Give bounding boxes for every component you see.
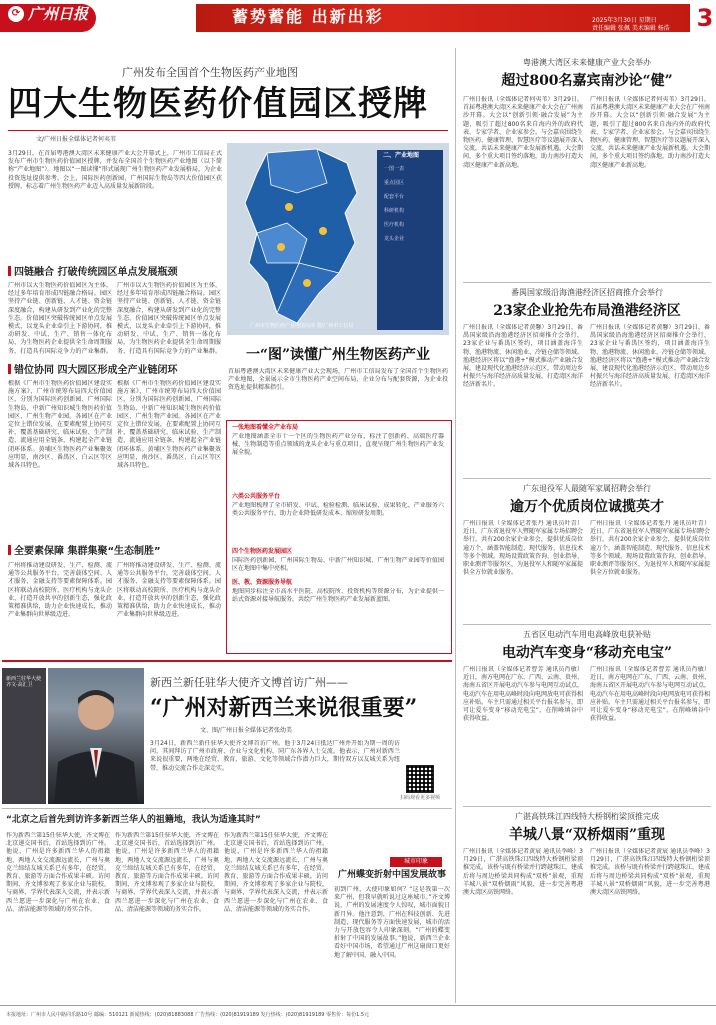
right-2-kicker: 番禺国家级沿海渔港经济区招商推介会举行: [511, 288, 663, 297]
right-3-title: 逾万个优质岗位诚揽英才: [510, 499, 664, 515]
lead-section-1-text-b: 广州市以大生物医药价值园区为主体，经过多年培育形成四链融合格局。园区坚持产业链、创新链、人才链、资金链深度融合，构建从研发到产业化的完整生态。价值园区突破传统园区单点发展模式，以龙头企业牵引上下游协同，推动研发、中试、生产、销售一体化布局，为生物医药企业提供全生命周期服务，打造具有国际竞争力的产业集群。: [117, 282, 221, 354]
nz-body-b: 作为新西兰第15任驻华大使，齐文博在北京递交国书后，首站选择到访广州。他说，广州是许多新西兰华人的祖籍地，两地人文交流源远流长，广州与奥克兰缔结友城关系已有多年，在经贸、教育、旅游等方面合作成果丰硕。访问期间，齐文博参观了多家企业与院校，与商界、学界代表深入交流，并表示新西兰愿进一步深化与广州在农业、食品、清洁能源等领域的务实合作。: [115, 832, 219, 913]
right-4-kicker: 五省区电动汽车用电高峰放电获补贴: [523, 630, 651, 639]
right-1-kicker: 粤港澳大湾区未来健康产业大会举办: [523, 58, 651, 67]
map-legend-item: 配套平台: [384, 194, 405, 200]
lead-byline: 文/广州日报全媒体记者何夷苇: [36, 136, 117, 143]
map-legend-item: 医疗机构: [384, 222, 405, 228]
right-1-text-b: 广州日报讯（全媒体记者何夷苇）3月29日，首届粤港澳大湾区未来健康产业大会在广州南沙开幕。大会以“创新引领·融合发展”为主题，吸引了超过800名来自海内外的政府代表、专家学者、企业家参会。与会嘉宾围绕生物医药、健康管理、智慧医疗等议题展开深入交流，共话未来健康产业发展新机遇。大会期间，多个重大项目签约落地，助力南沙打造大湾区健康产业新高地。: [590, 96, 710, 169]
nz-divider: [2, 808, 452, 809]
nz-byline: 文、图/广州日报全媒体记者张幼美: [200, 727, 293, 734]
nz-kicker: 新西兰新任驻华大使齐文博首访广州——: [150, 676, 348, 689]
map-legend-item: 龙头企业: [384, 236, 405, 242]
lead-section-3-text-b: 广州将推动建设研发、生产、检测、流通等公共服务平台，完善载体空间、人才服务、金融支持等要素保障体系。园区将联动高校院所、医疗机构与龙头企业，打造开放共享的创新生态，强化政策精准供给，助力企业快速成长，推动产业集群向世界级迈进。: [117, 562, 221, 619]
headline-rule: [8, 130, 448, 131]
right-1-text-a: 广州日报讯（全媒体记者何夷苇）3月29日，首届粤港澳大湾区未来健康产业大会在广州南沙开幕。大会以“创新引领·融合发展”为主题，吸引了超过800名来自海内外的政府代表、专家学者、企业家参会。与会嘉宾围绕生物医药、健康管理、智慧医疗等议题展开深入交流，共话未来健康产业发展新机遇。大会期间，多个重大项目签约落地，助力南沙打造大湾区健康产业新高地。: [463, 96, 583, 169]
right-divider: [463, 478, 711, 479]
right-2-text-b: 广州日报讯（全媒体记者黄馨）3月29日，番禺国家级沿海渔港经济区招商推介会举行，23家企业与番禺区签约，项目涵盖海洋生物、渔港物流、休闲渔业、冷链仓储等领域。渔港经济区将以“渔港+”模式推动产业融合发展，建设现代化渔港经济示范区，带动周边乡村振兴与海洋经济高质量发展，打造湾区海洋经济新名片。: [590, 324, 710, 389]
nz-photo-caption: 新西兰驻华大使齐文·高汇卫: [6, 676, 42, 688]
right-2-text-a: 广州日报讯（全媒体记者黄馨）3月29日，番禺国家级沿海渔港经济区招商推介会举行，23家企业与番禺区签约，项目涵盖海洋生物、渔港物流、休闲渔业、冷链仓储等领域。渔港经济区将以“渔港+”模式推动产业融合发展，建设现代化渔港经济示范区，带动周边乡村振兴与海洋经济高质量发展，打造湾区海洋经济新名片。: [463, 324, 583, 389]
lead-section-3-title: 全要素保障 集群集聚“生态制胜”: [8, 545, 222, 558]
one-map-sub-3-text: 国际医药创新园、广州国际生物岛、中新广州知识城、广州生物产业园等价值园区在地图中集中亮相。: [232, 557, 444, 573]
right-divider: [463, 282, 711, 283]
one-map-sub-2-text: 产业地图梳理了全市研发、中试、检验检测、临床试验、成果转化、产业服务六类公共服务平台，助力企业降低研发成本、缩短研发周期。: [232, 502, 444, 518]
nz-body-c: 作为新西兰第15任驻华大使，齐文博在北京递交国书后，首站选择到访广州。他说，广州是许多新西兰华人的祖籍地，两地人文交流源远流长，广州与奥克兰缔结友城关系已有多年，在经贸、教育、旅游等方面合作成果丰硕。访问期间，齐文博参观了多家企业与院校，与商界、学界代表深入交流，并表示新西兰愿进一步深化与广州在农业、食品、清洁能源等领域的务实合作。: [224, 832, 328, 913]
right-3-kicker: 广东退役军人最随军家属招聘会举行: [523, 484, 651, 493]
right-2-title: 23家企业抢先布局渔港经济区: [493, 303, 681, 319]
map-legend-item: 重点园区: [384, 180, 405, 186]
city-body: 初到广州，大使印象如何？“这是我第一次来广州，但我早就听说过这座城市。”齐文博说，广州的发展速度令人惊叹，城市面貌日新月异。他注意到，广州在科技创新、先进制造、现代服务等方面快速发展，城市的活力与开放包容令人印象深刻。“广州的蝶变折射了中国的发展故事。”他说，新西兰企业看好中国市场，希望通过广州这扇窗口更好地了解中国、融入中国。: [334, 886, 450, 959]
one-map-intro: 首届粤港澳大湾区未来健康产业大会现场，广州市工信局发布了全国首个生物医药产业地图，全景展示全市生物医药产业空间布局、企业分布与配套资源，为企业投资选址提供精准指引。: [228, 368, 448, 392]
lead-intro: 3月29日，在首届粤港澳大湾区未来健康产业大会开幕式上，广州市工信局正式发布广州市生物医药价值园区授牌，并发布全国首个生物医药产业地图（以下简称“产业地图”）。地图以“一图读懂”形式展现广州生物医药产业发展格局，为企业投资选址提供参考。会上，国际医药创新园、广州国际生物岛等四大价值园区获授牌，标志着广州生物医药产业迈入高质量发展新阶段。: [8, 150, 222, 190]
nz-headline: “广州对新西兰来说很重要”: [150, 695, 418, 721]
lead-section-2-text-a: 根据《广州市生物医药价值园区建设实施方案》，广州市统筹布局四大价值园区，分别为国际医药创新园、广州国际生物岛、中新广州知识城生物医药价值园区、广州生物产业园。各园区在产业定位上错位发展，在要素配置上协同互补，覆盖基础研究、临床试验、生产制造、流通应用全链条，构建起全产业链闭环体系。黄埔区生物医药产业集聚效应明显，南沙区、番禺区、白云区等区域各具特色。: [8, 380, 112, 470]
footer-text: 本报地址：广州市人民中路同乐路10号 邮编：510121 新闻热线：(020)81883088 广告热线：(020)81919189 发行热线：(020)81919189 零售价：每份1.5元: [6, 1012, 370, 1018]
qr-code[interactable]: [406, 765, 434, 793]
map-legend-item: 一图一表: [384, 166, 405, 172]
right-5-title: 羊城八景“双桥烟雨”重现: [508, 827, 666, 843]
right-1-title: 超过800名嘉宾南沙论“健”: [501, 73, 673, 89]
column-divider: [455, 48, 456, 1003]
section-banner-title: 蓄势蓄能 出新出彩: [232, 7, 384, 26]
qr-caption: 扫码观看更多视频: [400, 795, 441, 801]
nz-top-rule: [2, 660, 452, 662]
right-divider: [463, 806, 711, 807]
one-map-sub-1-title: 一张地图看懂全产业布局: [232, 424, 299, 431]
right-divider: [463, 624, 711, 625]
right-5-kicker: 广湛高铁珠江四线特大桥钢桁梁顶推完成: [515, 812, 659, 821]
city-title: 广州蝶变折射中国发展故事: [337, 870, 446, 880]
nz-photo-sidebar: [2, 668, 46, 804]
right-5-text-b: 广州日报讯（全媒体记者黄宸 通讯员李峰）3月29日，广湛高铁珠江四线特大桥钢桁梁顶推完成。该桥与既有桥梁并行跨越珠江，建成后将与周边桥梁共同构成“双桥”景观，重现羊城八景“双桥烟雨”风貌，进一步完善粤港澳大湾区高铁网络。: [590, 848, 710, 897]
map-caption: 广州市生物医药产业地图局部 图/广州市工信局: [250, 323, 354, 329]
map-panel-title: 二、产业地图: [383, 152, 420, 159]
right-4-title: 电动汽车变身“移动充电宝”: [501, 645, 673, 661]
right-3-text-a: 广州日报讯（全媒体记者张丹 通讯员叶青）近日，广东省退役军人暨随军家属专场招聘会举行，共有200余家企业参会，提供优质岗位逾万个，涵盖智能制造、现代服务、信息技术等多个领域。现场设置政策咨询、创业指导、职业测评等服务区，为退役军人和随军家属提供全方位就业服务。: [463, 520, 583, 577]
right-4-text-a: 广州日报讯（全媒体记者曹芳 通讯员肖敏）近日，南方电网在广东、广西、云南、贵州、海南五省区开展电动汽车参与电网互动试点，电动汽车在用电高峰时段向电网放电可获得相应补贴。车主只需通过相关平台报名参与，即可让爱车变身“移动充电宝”，在削峰填谷中获得收益。: [463, 666, 583, 723]
editors-line: 责任编辑 张佩 美术编辑 杨浩: [592, 25, 670, 32]
one-map-sub-2-title: 六类公共服务平台: [232, 493, 281, 500]
issue-date: 2025年3月30日 星期日: [592, 17, 657, 24]
one-map-sub-4-title: 医、教、资源服务导航: [232, 579, 293, 586]
lead-section-1-text-a: 广州市以大生物医药价值园区为主体，经过多年培育形成四链融合格局。园区坚持产业链、创新链、人才链、资金链深度融合，构建从研发到产业化的完整生态。价值园区突破传统园区单点发展模式，以龙头企业牵引上下游协同，推动研发、中试、生产、销售一体化布局，为生物医药企业提供全生命周期服务，打造具有国际竞争力的产业集群。: [8, 282, 112, 354]
one-map-sub-4-text: 地图同步标注全市高水平医院、高校院所、投资机构等资源分布，为企业提供一站式资源对接导航服务，共绘广州生物医药产业发展新蓝图。: [232, 588, 444, 604]
map-legend-item: 科研机构: [384, 208, 405, 214]
right-5-text-a: 广州日报讯（全媒体记者黄宸 通讯员李峰）3月29日，广湛高铁珠江四线特大桥钢桁梁顶推完成。该桥与既有桥梁并行跨越珠江，建成后将与周边桥梁共同构成“双桥”景观，重现羊城八景“双桥烟雨”风貌，进一步完善粤港澳大湾区高铁网络。: [463, 848, 583, 897]
page-footer: [0, 1005, 716, 1025]
one-map-sub-3-title: 四个生物医药发展园区: [232, 548, 293, 555]
masthead: [0, 0, 716, 42]
logo-emblem-icon: ⟳: [8, 6, 24, 22]
nz-body-a: 作为新西兰第15任驻华大使，齐文博在北京递交国书后，首站选择到访广州。他说，广州是许多新西兰华人的祖籍地，两地人文交流源远流长，广州与奥克兰缔结友城关系已有多年，在经贸、教育、旅游等方面合作成果丰硕。访问期间，齐文博参观了多家企业与院校，与商界、学界代表深入交流，并表示新西兰愿进一步深化与广州在农业、食品、清洁能源等领域的务实合作。: [6, 832, 110, 913]
lead-section-2-text-b: 根据《广州市生物医药价值园区建设实施方案》，广州市统筹布局四大价值园区，分别为国际医药创新园、广州国际生物岛、中新广州知识城生物医药价值园区、广州生物产业园。各园区在产业定位上错位发展，在要素配置上协同互补，覆盖基础研究、临床试验、生产制造、流通应用全链条，构建起全产业链闭环体系。黄埔区生物医药产业集聚效应明显，南沙区、番禺区、白云区等区域各具特色。: [117, 380, 221, 470]
lead-kicker: 广州发布全国首个生物医药产业地图: [122, 66, 298, 79]
lead-section-3-text-a: 广州将推动建设研发、生产、检测、流通等公共服务平台，完善载体空间、人才服务、金融支持等要素保障体系。园区将联动高校院所、医疗机构与龙头企业，打造开放共享的创新生态，强化政策精准供给，助力企业快速成长，推动产业集群向世界级迈进。: [8, 562, 112, 619]
right-3-text-b: 广州日报讯（全媒体记者张丹 通讯员叶青）近日，广东省退役军人暨随军家属专场招聘会举行，共有200余家企业参会，提供优质岗位逾万个，涵盖智能制造、现代服务、信息技术等多个领域。现场设置政策咨询、创业指导、职业测评等服务区，为退役军人和随军家属提供全方位就业服务。: [590, 520, 710, 577]
nz-quote-title: “北京之后首先到访许多新西兰华人的祖籍地，我认为适逢其时”: [6, 815, 261, 825]
right-4-text-b: 广州日报讯（全媒体记者曹芳 通讯员肖敏）近日，南方电网在广东、广西、云南、贵州、海南五省区开展电动汽车参与电网互动试点，电动汽车在用电高峰时段向电网放电可获得相应补贴。车主只需通过相关平台报名参与，即可让爱车变身“移动充电宝”，在削峰填谷中获得收益。: [590, 666, 710, 723]
logo-text: 广州日报: [28, 5, 89, 23]
page-number: 3: [696, 4, 714, 32]
one-map-title: 一“图”读懂广州生物医药产业: [245, 347, 431, 363]
lead-section-2-title: 错位协同 四大园区形成全产业链闭环: [8, 364, 222, 377]
ambassador-photo: [48, 668, 144, 804]
nz-intro: 3月24日，新西兰新任驻华大使齐文博首访广州。他于3月24日抵达广州并开始为期一周的访问，其间拜访了广州市政府、企业与文化机构，同广东各界人士交流。他表示，广州对新西兰来说很重要，两地在经贸、教育、旅游、文化等领域合作潜力巨大，期待双方以友城关系为纽带，推动交流合作走深走实。: [150, 740, 400, 772]
city-impression-label: 城市印象: [390, 857, 442, 867]
lead-section-1-title: 四链融合 打破传统园区单点发展瓶颈: [8, 266, 222, 279]
lead-headline: 四大生物医药价值园区授牌: [8, 84, 428, 124]
one-map-sub-1-text: 产业地图涵盖全市十一个区的生物医药产业分布，标注了创新药、高端医疗器械、生物制造等重点领域的龙头企业与重点项目，直观呈现广州生物医药产业发展全貌。: [232, 433, 444, 457]
